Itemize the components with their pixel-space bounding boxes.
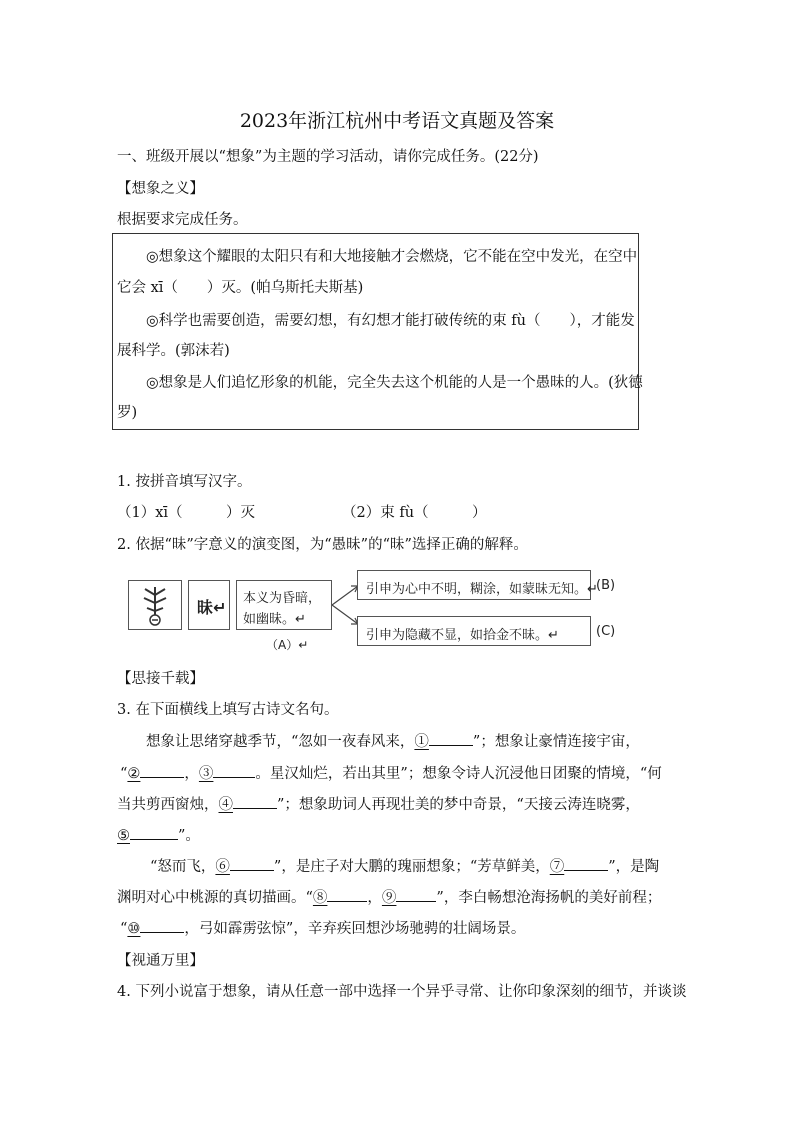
question-1-header: 一、班级开展以“想象”为主题的学习活动，请你完成任务。(22分) [117,149,539,165]
blank-5-number: ⑤ [117,828,130,844]
question-3-line-4: ⑤ ”。 [117,824,200,845]
oracle-bone-glyph-icon [129,581,181,629]
blank-2[interactable] [140,763,184,778]
label-b: (B) [596,578,616,593]
question-3-text: 3. 在下面横线上填写古诗文名句。 [117,702,339,718]
char-box [188,580,230,630]
label-c: (C) [596,624,616,639]
instruction-text: 根据要求完成任务。 [117,212,248,228]
blank-10-number: ⑩ [127,921,141,937]
blank-3[interactable] [213,763,255,778]
extended-meaning-b-box [357,570,598,600]
oracle-glyph-box [128,580,182,630]
original-meaning-box [236,580,332,630]
blank-9-number: ⑨ [381,890,397,906]
question-3-line-6: 渊明对心中桃源的真切描画。“⑧ ，⑨ ”，李白畅想沧海扬帆的美好前程； [117,886,661,907]
question-3-line-5: “怒而飞，⑥ ”，是庄子对大鹏的瑰丽想象；“芳草鲜美，⑦ ”，是陶 [150,855,659,876]
quote-2-line-1: ◎科学也需要创造，需要幻想，有幻想才能打破传统的束 fù（ ），才能发 [146,313,635,329]
original-meaning-line-1: 本义为昏暗， [243,591,322,606]
question-3-line-2: “② ，③ 。星汉灿烂，若出其里”；想象令诗人沉浸他日团聚的情境，“何 [120,762,662,783]
blank-10[interactable] [140,918,184,933]
blank-8-number: ⑧ [312,890,328,906]
blank-4[interactable] [233,794,277,809]
etymology-diagram [128,568,628,654]
blank-7-number: ⑦ [549,859,565,875]
extended-meaning-c-box [357,616,591,646]
character-mei: 昧↵ [197,598,227,617]
question-3-line-1: 想象让思绪穿越季节，“忽如一夜春风来，① ”；想象让豪情连接宇宙， [146,730,640,751]
label-a: （A）↵ [266,638,309,652]
section-heading-imagination-meaning: 【想象之义】 [117,181,204,197]
blank-5[interactable] [130,825,178,840]
blank-1-number: ① [414,734,429,750]
quote-3-line-1: ◎想象是人们追忆形象的机能，完全失去这个机能的人是一个愚昧的人。(狄德 [146,375,643,391]
section-heading-vision-across-miles: 【视通万里】 [117,953,204,969]
blank-2-number: ② [127,766,141,782]
quote-2-line-2: 展科学。(郭沫若) [117,343,230,359]
question-1-part-a: （1）xī（ ）灭 [117,505,256,521]
question-2-text: 2. 依据“昧”字意义的演变图，为“愚昧”的“昧”选择正确的解释。 [117,537,528,553]
blank-8[interactable] [327,887,367,902]
quote-3-line-2: 罗) [117,405,138,421]
section-heading-thinking-across-ages: 【思接千载】 [117,671,204,687]
extended-meaning-c: 引申为隐藏不显，如拾金不昧。↵ [366,628,559,643]
blank-3-number: ③ [198,766,214,782]
question-4-text: 4. 下列小说富于想象，请从任意一部中选择一个异乎寻常、让你印象深刻的细节，并谈谈 [117,984,687,1000]
question-1-part-b: （2）束 fù（ ） [342,505,487,521]
blank-6[interactable] [230,856,274,871]
blank-4-number: ④ [218,797,233,813]
blank-6-number: ⑥ [215,859,230,875]
question-3-line-3: 当共剪西窗烛，④ ”；想象助词人再现壮美的梦中奇景，“天接云涛连晓雾， [117,793,640,814]
page-title: 2023年浙江杭州中考语文真题及答案 [239,110,555,132]
blank-1[interactable] [429,731,473,746]
quote-1-line-1: ◎想象这个耀眼的太阳只有和大地接触才会燃烧，它不能在空中发光，在空中 [146,249,638,265]
question-1-text: 1. 按拼音填写汉字。 [117,474,252,490]
blank-9[interactable] [396,887,436,902]
extended-meaning-b: 引申为心中不明，糊涂，如蒙昧无知。↵ [366,582,598,597]
original-meaning-line-2: 如幽昧。↵ [243,612,306,627]
quote-1-line-2: 它会 xī（ ）灭。(帕乌斯托夫斯基) [117,280,364,296]
question-3-line-7: “⑩ ，弓如霹雳弦惊”，辛弃疾回想沙场驰骋的壮阔场景。 [120,917,525,938]
blank-7[interactable] [564,856,608,871]
